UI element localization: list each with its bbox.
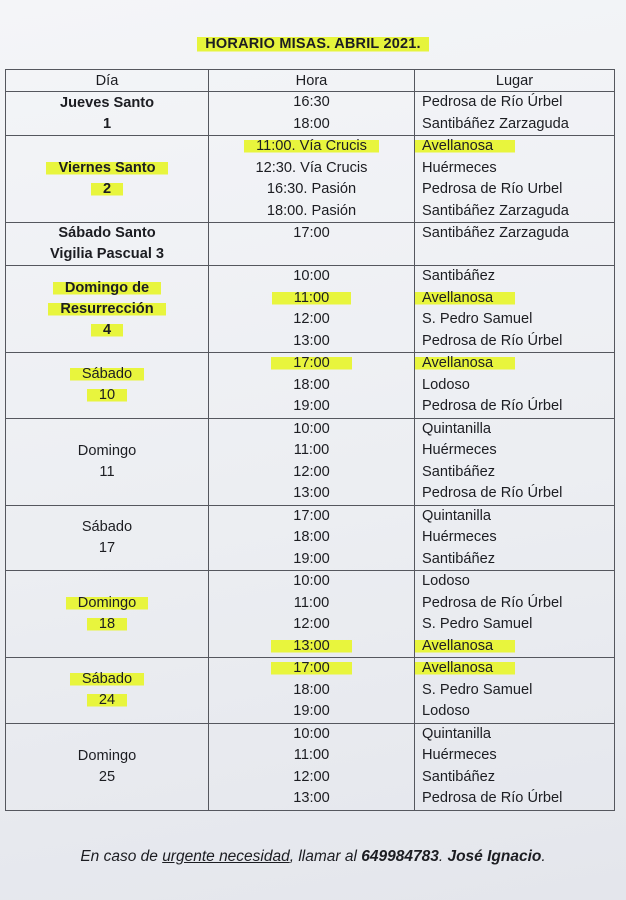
day-cell xyxy=(6,266,209,353)
place-item: Pedrosa de Río Úrbel xyxy=(422,94,563,110)
place-cell xyxy=(415,92,615,136)
place-cell xyxy=(415,266,615,353)
place-item: Avellanosa xyxy=(415,355,515,371)
contact-note xyxy=(0,848,626,866)
place-item: Quintanilla xyxy=(422,507,491,524)
place-item: Santibáñez xyxy=(422,463,496,480)
place-item: Santibáñez xyxy=(422,768,496,785)
hour-item: 17:00 xyxy=(271,355,352,371)
hour-item: 18:00. Pasión xyxy=(266,202,357,219)
hour-item: 13:00 xyxy=(293,485,330,501)
hour-item: 11:00 xyxy=(272,290,351,306)
header-hour: Hora xyxy=(209,70,415,92)
place-cell xyxy=(415,723,615,810)
place-item: Huérmeces xyxy=(422,159,497,176)
hour-item: 18:00 xyxy=(293,681,330,698)
place-cell xyxy=(415,223,615,266)
table-row xyxy=(6,571,615,658)
hour-item: 17:00 xyxy=(293,507,330,524)
day-name: Domingo xyxy=(77,747,137,764)
day-name: Sábado Santo xyxy=(58,225,156,241)
place-item: Santibáñez Zarzaguda xyxy=(422,115,569,132)
hour-item: 11:00 xyxy=(293,594,330,611)
place-item: Santibáñez Zarzaguda xyxy=(422,225,569,241)
table-row xyxy=(6,353,615,419)
place-item: Santibáñez xyxy=(422,550,496,567)
footer-text-1: En caso de xyxy=(80,848,163,865)
header-day: Día xyxy=(6,70,209,92)
day-name-line2: Resurrección xyxy=(48,301,165,317)
day-number: 24 xyxy=(87,692,127,708)
footer-text-3: . xyxy=(438,848,448,865)
place-item: S. Pedro Samuel xyxy=(422,311,533,327)
hour-item: 11:00 xyxy=(293,747,330,763)
page-title xyxy=(0,36,626,52)
hour-item: 12:30. Vía Crucis xyxy=(255,159,368,176)
hour-item: 12:00 xyxy=(293,616,330,632)
day-number: 10 xyxy=(87,387,127,403)
place-item: Pedrosa de Río Úrbel xyxy=(422,485,563,501)
place-cell xyxy=(415,571,615,658)
hour-item: 13:00 xyxy=(271,638,352,654)
place-item: Avellanosa xyxy=(415,290,515,306)
hour-item: 10:00 xyxy=(293,420,330,437)
table-row xyxy=(6,723,615,810)
mass-schedule-table xyxy=(5,69,615,811)
hour-cell xyxy=(209,658,415,724)
hour-item: 17:00 xyxy=(271,660,352,676)
day-number: 18 xyxy=(87,616,127,632)
place-item: Pedrosa de Río Úrbel xyxy=(422,594,563,611)
day-cell xyxy=(6,353,209,419)
hour-item: 10:00 xyxy=(293,725,330,742)
day-cell xyxy=(6,92,209,136)
day-cell xyxy=(6,658,209,724)
hour-cell xyxy=(209,418,415,505)
hour-cell xyxy=(209,223,415,266)
footer-text-2: , llamar al xyxy=(289,848,362,865)
place-item: Quintanilla xyxy=(422,420,491,437)
hour-item: 19:00 xyxy=(293,398,330,414)
hour-cell xyxy=(209,136,415,223)
day-cell xyxy=(6,223,209,266)
day-name: Sábado xyxy=(70,366,144,382)
hour-cell xyxy=(209,723,415,810)
hour-item: 10:00 xyxy=(293,573,330,589)
day-name: Domingo xyxy=(77,442,137,459)
day-name: Sábado xyxy=(70,671,144,687)
day-cell xyxy=(6,418,209,505)
day-cell xyxy=(6,723,209,810)
place-item: Huérmeces xyxy=(422,529,497,545)
hour-item: 12:00 xyxy=(293,311,330,327)
place-item: Quintanilla xyxy=(422,725,491,742)
place-item: Avellanosa xyxy=(415,138,515,154)
hour-item: 17:00 xyxy=(293,225,330,241)
hour-item: 16:30 xyxy=(293,94,330,110)
header-place: Lugar xyxy=(415,70,615,92)
contact-name: José Ignacio xyxy=(447,848,542,865)
title-text: HORARIO MISAS. ABRIL 2021. xyxy=(197,35,429,53)
table-row xyxy=(6,658,615,724)
place-item: Santibáñez xyxy=(422,268,496,284)
place-item: Avellanosa xyxy=(415,638,515,654)
table-row xyxy=(6,223,615,266)
day-cell xyxy=(6,136,209,223)
place-cell xyxy=(415,136,615,223)
hour-item: 11:00 xyxy=(293,442,330,458)
day-name: Jueves Santo xyxy=(59,94,155,111)
place-item: Pedrosa de Río Úrbel xyxy=(422,790,563,806)
day-cell xyxy=(6,505,209,571)
header-row xyxy=(6,70,615,92)
place-cell xyxy=(415,353,615,419)
day-name: Sábado xyxy=(81,518,133,535)
place-item: Santibáñez Zarzaguda xyxy=(422,202,569,219)
day-number: 17 xyxy=(98,539,116,556)
place-item: Huérmeces xyxy=(422,442,497,458)
hour-item: 13:00 xyxy=(293,332,330,349)
hour-item: 18:00 xyxy=(293,115,330,132)
place-item: Lodoso xyxy=(422,573,470,589)
contact-phone: 649984783 xyxy=(361,848,439,865)
place-item: Avellanosa xyxy=(415,660,515,676)
hour-item: 18:00 xyxy=(293,529,330,545)
hour-item: 10:00 xyxy=(293,268,330,284)
hour-item: 13:00 xyxy=(293,790,330,806)
day-number: 11 xyxy=(99,463,115,480)
hour-cell xyxy=(209,505,415,571)
place-cell xyxy=(415,418,615,505)
hour-item: 19:00 xyxy=(293,550,330,567)
place-cell xyxy=(415,658,615,724)
table-row xyxy=(6,266,615,353)
table-row xyxy=(6,505,615,571)
place-item: Pedrosa de Río Urbel xyxy=(422,181,563,197)
place-item: Pedrosa de Río Úrbel xyxy=(422,332,563,349)
day-cell xyxy=(6,571,209,658)
table-row xyxy=(6,136,615,223)
hour-item: 11:00. Vía Crucis xyxy=(244,138,379,154)
day-number: 25 xyxy=(98,768,116,785)
day-name: Domingo de xyxy=(53,280,161,296)
place-item: Lodoso xyxy=(422,703,470,719)
hour-cell xyxy=(209,571,415,658)
hour-cell xyxy=(209,266,415,353)
place-item: S. Pedro Samuel xyxy=(422,681,533,698)
footer-text-4: . xyxy=(541,848,546,865)
hour-cell xyxy=(209,353,415,419)
place-item: Pedrosa de Río Úrbel xyxy=(422,398,563,414)
hour-item: 19:00 xyxy=(293,703,330,719)
day-subtitle: Vigilia Pascual 3 xyxy=(49,246,165,262)
footer-underlined: urgente necesidad xyxy=(162,848,290,865)
hour-item: 12:00 xyxy=(293,768,330,785)
day-name: Domingo xyxy=(66,595,148,611)
hour-cell xyxy=(209,92,415,136)
table-row xyxy=(6,92,615,136)
day-name: Viernes Santo xyxy=(46,160,167,176)
day-number: 2 xyxy=(91,181,123,197)
day-number: 1 xyxy=(102,115,112,132)
hour-item: 12:00 xyxy=(293,463,330,480)
place-item: Lodoso xyxy=(422,376,470,393)
hour-item: 16:30. Pasión xyxy=(266,181,357,197)
hour-item: 18:00 xyxy=(293,376,330,393)
place-item: S. Pedro Samuel xyxy=(422,616,533,632)
place-cell xyxy=(415,505,615,571)
table-row xyxy=(6,418,615,505)
place-item: Huérmeces xyxy=(422,747,497,763)
day-number: 4 xyxy=(91,322,123,338)
